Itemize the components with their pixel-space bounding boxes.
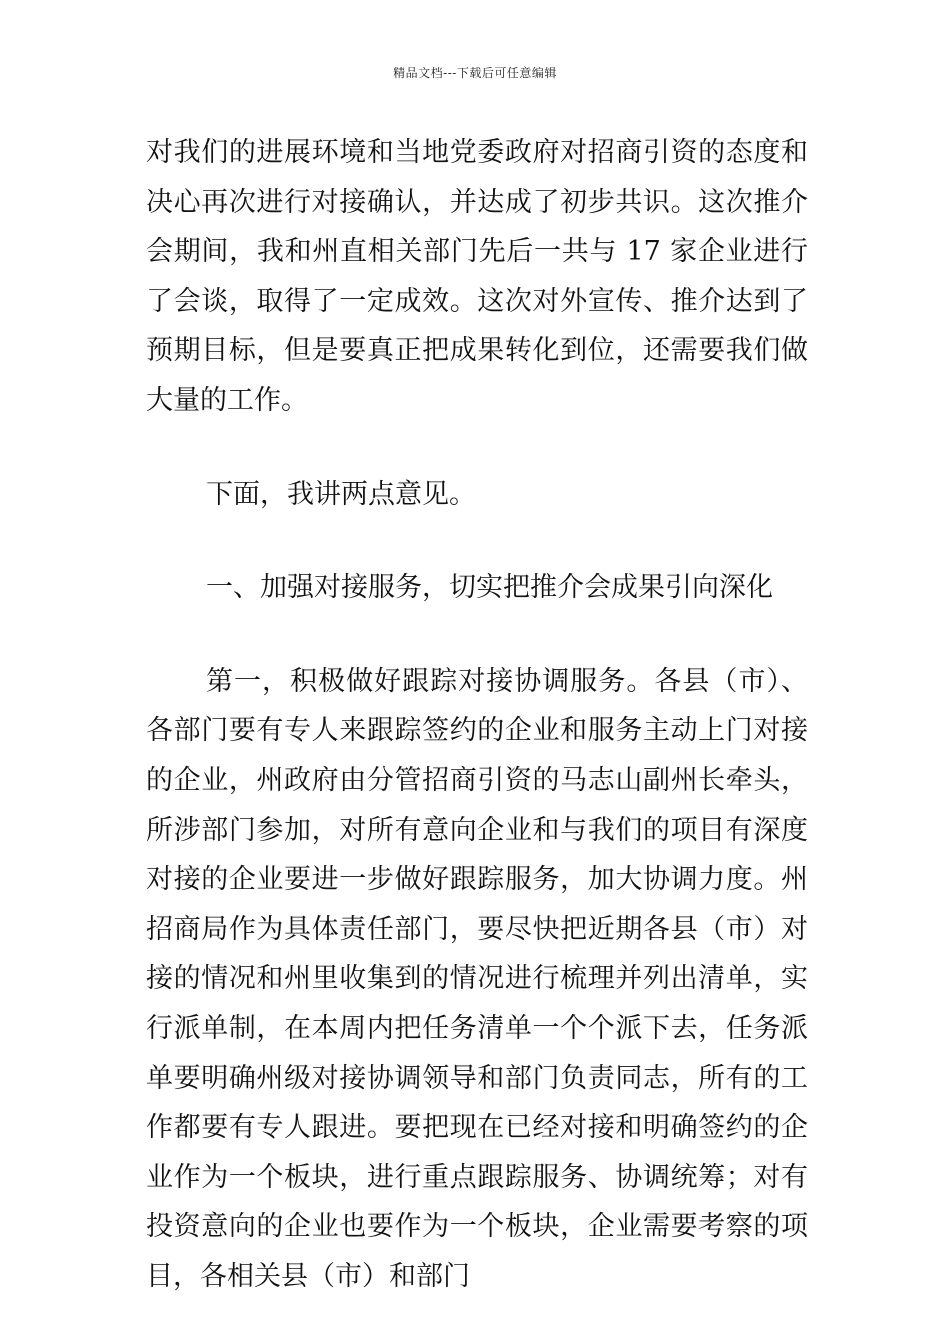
section-heading: 一、加强对接服务，切实把推介会成果引向深化 [206, 572, 773, 604]
page-header: 精品文档---下载后可任意编辑 [393, 66, 557, 80]
document-body [146, 128, 808, 1301]
paragraph-first-point: 第一，积极做好跟踪对接协调服务。各县（市）、各部门要有专人来跟踪签约的企业和服务主动上门对接的企业，州政府由分管招商引资的马志山副州长牵头，所涉部门参加，对所有意向企业和与我们的项目有深度对接的企业要进一步做好跟踪服务，加大协调力度。州招商局作为具体责任部门，要尽快把近期各县（市）对接的情况和州里收集到的情况进行梳理并列出清单，实行派单制，在本周内把任务清单一个个派下去，任务派单要明确州级对接协调领导和部门负责同志，所有的工作都要有专人跟进。要把现在已经对接和明确签约的企业作为一个板块，进行重点跟踪服务、协调统筹；对有投资意向的企业也要作为一个板块，企业需要考察的项目，各相关县（市）和部门 [146, 665, 808, 1292]
paragraph-continuation: 对我们的进展环境和当地党委政府对招商引资的态度和决心再次进行对接确认，并达成了初步共识。这次推介会期间，我和州直相关部门先后一共与 17 家企业进行了会谈，取得了一定成效。这次对外宣传、推介达到了预期目标，但是要真正把成果转化到位，还需要我们做大量的工作。 [146, 137, 808, 416]
paragraph-intro: 下面，我讲两点意见。 [206, 478, 476, 510]
